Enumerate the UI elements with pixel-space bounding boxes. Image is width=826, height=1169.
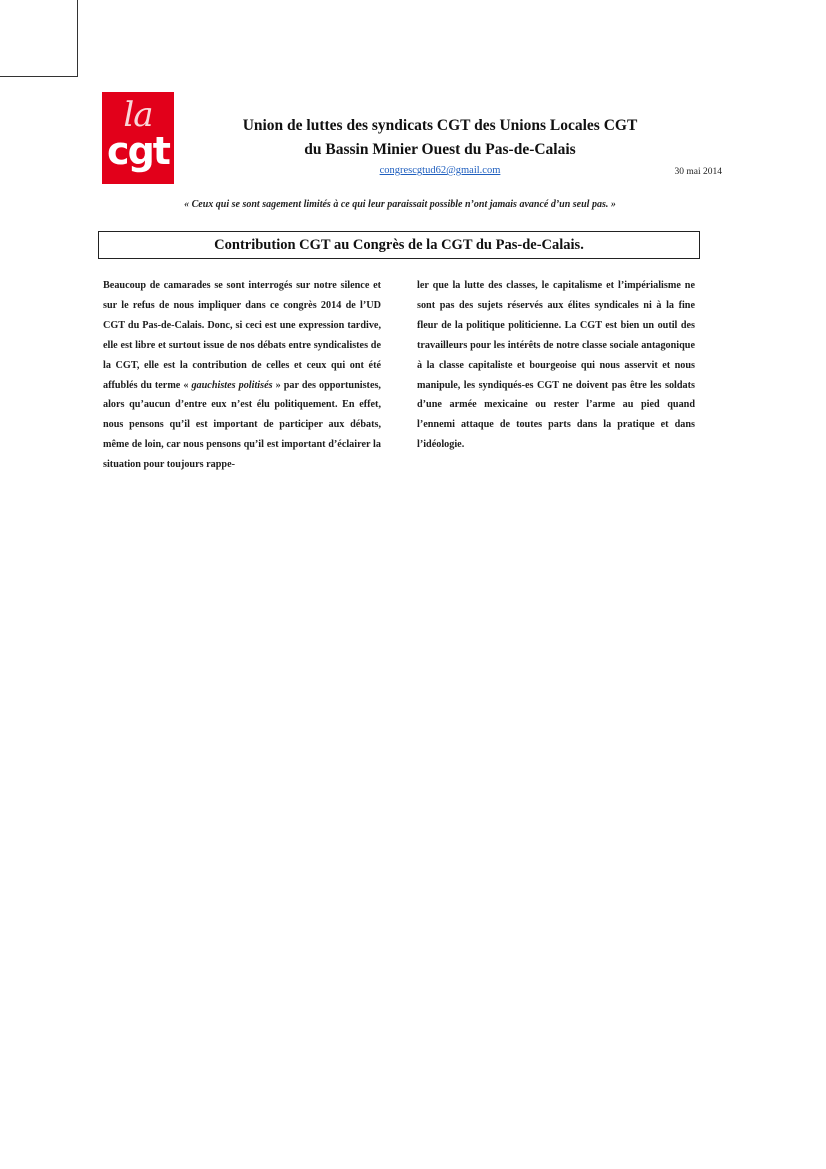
org-name-line-1: Union de luttes des syndicats CGT des Unions Locales CGT bbox=[242, 117, 638, 134]
paragraph-left bbox=[103, 276, 381, 475]
paragraph-right: ler que la lutte des classes, le capitalisme et l’impérialisme ne sont pas des sujets réservés aux élites syndicales ni à la fine fleur de la politique politicienne. La CGT est bien un outil des travailleurs pour les intérêts de notre classe sociale antagonique à la classe capitaliste et bourgeoise qui nous asservit et nous manipule, les syndiqués-es CGT ne doivent pas être les soldats d’une armée mexicaine ou rester l’arme au pied quand l’ennemi attaque de toutes parts dans la pratique et dans l’idéologie. bbox=[417, 280, 695, 451]
text-left-italic: gauchistes politisés bbox=[191, 379, 273, 391]
org-name-line-2: du Bassin Minier Ouest du Pas-de-Calais bbox=[304, 141, 576, 158]
cgt-logo bbox=[102, 92, 174, 184]
document-date: 30 mai 2014 bbox=[674, 167, 722, 177]
document-title: Contribution CGT au Congrès de la CGT du Pas-de-Calais. bbox=[214, 236, 584, 253]
body-column-left bbox=[103, 276, 381, 475]
logo-la-text: la bbox=[123, 95, 153, 135]
body-column-right bbox=[417, 276, 695, 455]
epigraph-quote: « Ceux qui se sont sagement limités à ce qui leur paraissait possible n’ont jamais avancé d’un seul pas. » bbox=[184, 199, 616, 210]
corner-frame bbox=[0, 0, 78, 77]
email-link[interactable]: congrescgtud62@gmail.com bbox=[379, 165, 501, 176]
text-left-a: Beaucoup de camarades se sont interrogés sur notre silence et sur le refus de nous impliquer dans ce congrès 2014 de l’UD CGT du Pas-de-Calais. Donc, si ceci est une expression tardive, elle est libre et surtout issue de nos débats entre syndicalistes de la CGT, elle est la contribution de celles et ceux qui ont été affublés du terme « bbox=[103, 280, 381, 391]
document-title-box bbox=[98, 231, 700, 259]
text-left-b: » par des opportunistes, alors qu’aucun d’entre eux n’est élu politiquement. En effet, nous pensons qu’il est important de participer aux débats, même de loin, car nous pensons qu’il est important d’éclairer la situation pour toujours rappe- bbox=[103, 379, 381, 471]
logo-cgt-text: cgt bbox=[107, 129, 169, 173]
